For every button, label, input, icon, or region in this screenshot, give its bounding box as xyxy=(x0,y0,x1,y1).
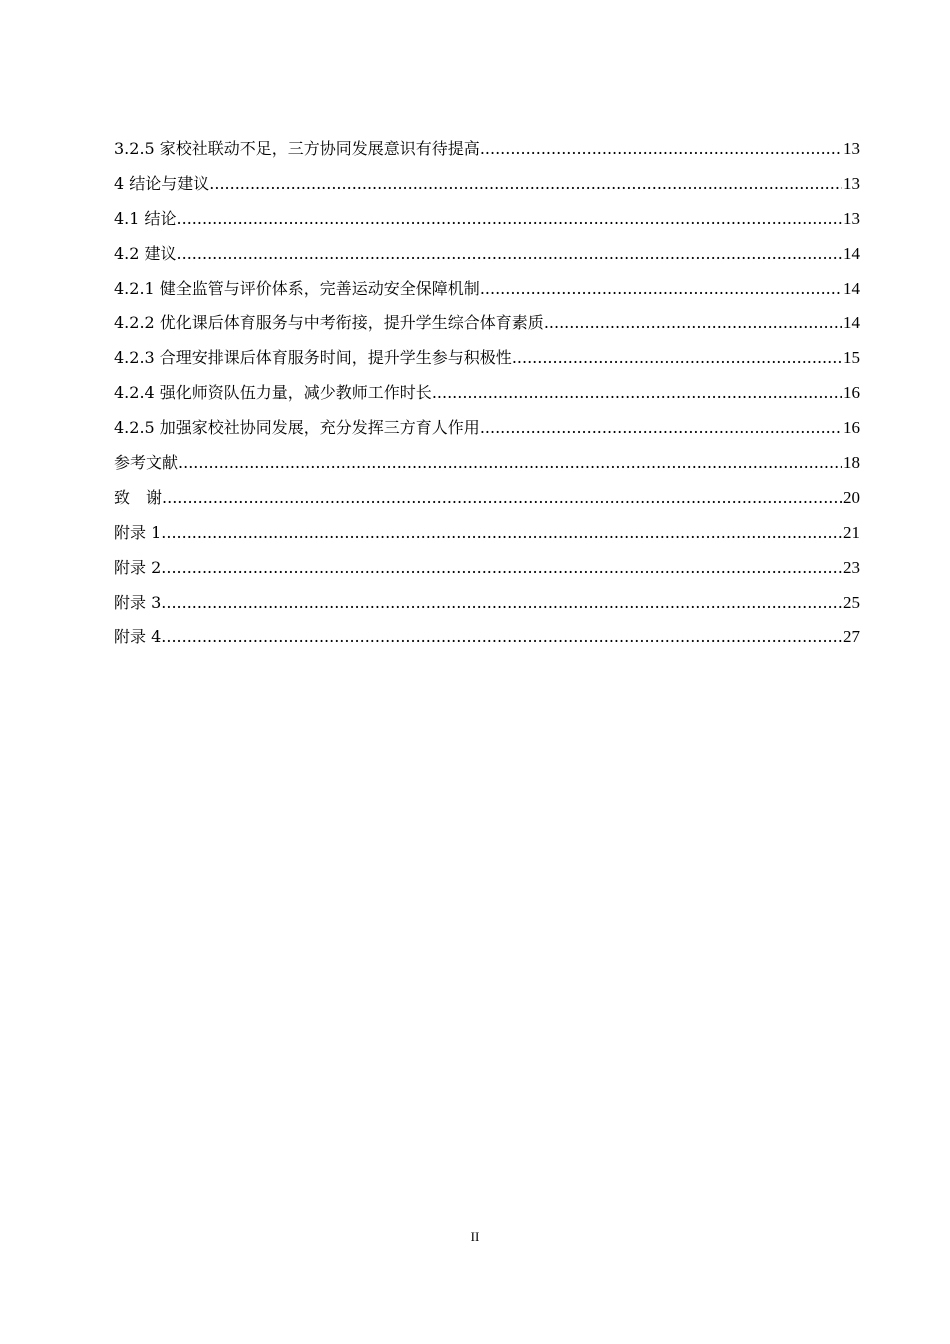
toc-entry-page: 14 xyxy=(843,313,860,333)
toc-entry-title: 附录 4 xyxy=(114,627,162,647)
toc-entry-page: 16 xyxy=(843,418,860,438)
toc-dot-leader xyxy=(177,206,842,232)
toc-entry-title: 附录 3 xyxy=(114,592,162,612)
toc-entry-title: 附录 2 xyxy=(114,557,162,577)
toc-entry-page: 21 xyxy=(843,522,860,542)
table-of-contents xyxy=(114,136,860,659)
toc-entry-page: 14 xyxy=(843,243,860,263)
toc-entry[interactable] xyxy=(114,380,860,415)
toc-entry[interactable] xyxy=(114,136,860,171)
toc-dot-leader xyxy=(177,241,842,267)
toc-entry-page: 25 xyxy=(843,592,860,612)
toc-entry-page: 13 xyxy=(843,173,860,193)
toc-entry-title: 4.1 结论 xyxy=(114,208,177,228)
toc-entry-page: 16 xyxy=(843,383,860,403)
toc-entry-title: 参考文献 xyxy=(114,453,179,473)
toc-dot-leader xyxy=(480,136,842,162)
toc-dot-leader xyxy=(161,520,842,546)
toc-entry-page: 18 xyxy=(843,453,860,473)
toc-entry[interactable] xyxy=(114,590,860,625)
toc-entry-page: 15 xyxy=(843,348,860,368)
toc-entry-title: 4.2.5 加强家校社协同发展，充分发挥三方育人作用 xyxy=(114,418,480,438)
toc-entry-page: 13 xyxy=(843,208,860,228)
toc-entry-page: 27 xyxy=(843,627,860,647)
toc-dot-leader xyxy=(480,415,842,441)
toc-entry[interactable] xyxy=(114,485,860,520)
toc-entry-page: 14 xyxy=(843,278,860,298)
toc-dot-leader xyxy=(161,590,842,616)
toc-entry-title: 4.2 建议 xyxy=(114,243,177,263)
toc-entry[interactable] xyxy=(114,206,860,241)
toc-entry[interactable] xyxy=(114,276,860,311)
toc-entry-title: 4.2.4 强化师资队伍力量，减少教师工作时长 xyxy=(114,383,432,403)
toc-entry[interactable] xyxy=(114,450,860,485)
toc-entry-title: 致 谢 xyxy=(114,487,163,507)
toc-dot-leader xyxy=(480,276,842,302)
toc-dot-leader xyxy=(512,345,842,371)
toc-entry-title: 4.2.1 健全监管与评价体系，完善运动安全保障机制 xyxy=(114,278,480,298)
toc-dot-leader xyxy=(209,171,842,197)
toc-entry-page: 13 xyxy=(843,139,860,158)
toc-entry-title: 附录 1 xyxy=(114,522,162,542)
toc-entry[interactable] xyxy=(114,415,860,450)
toc-entry[interactable] xyxy=(114,241,860,276)
toc-entry[interactable] xyxy=(114,310,860,345)
toc-dot-leader xyxy=(161,624,842,650)
toc-entry[interactable] xyxy=(114,520,860,555)
toc-dot-leader xyxy=(161,555,842,581)
toc-dot-leader xyxy=(544,310,842,336)
toc-entry[interactable] xyxy=(114,345,860,380)
toc-dot-leader xyxy=(162,485,842,511)
toc-entry-page: 20 xyxy=(843,487,860,507)
toc-entry[interactable] xyxy=(114,624,860,659)
page-number: II xyxy=(470,1229,480,1244)
toc-dot-leader xyxy=(432,380,842,406)
toc-entry-page: 23 xyxy=(843,557,860,577)
toc-entry[interactable] xyxy=(114,555,860,590)
toc-entry-title: 4.2.2 优化课后体育服务与中考衔接，提升学生综合体育素质 xyxy=(114,313,544,333)
toc-dot-leader xyxy=(178,450,842,476)
toc-entry[interactable] xyxy=(114,171,860,206)
toc-entry-title: 4.2.3 合理安排课后体育服务时间，提升学生参与积极性 xyxy=(114,348,512,368)
toc-entry-title: 3.2.5 家校社联动不足，三方协同发展意识有待提高 xyxy=(114,139,480,158)
toc-entry-title: 4 结论与建议 xyxy=(114,173,210,193)
